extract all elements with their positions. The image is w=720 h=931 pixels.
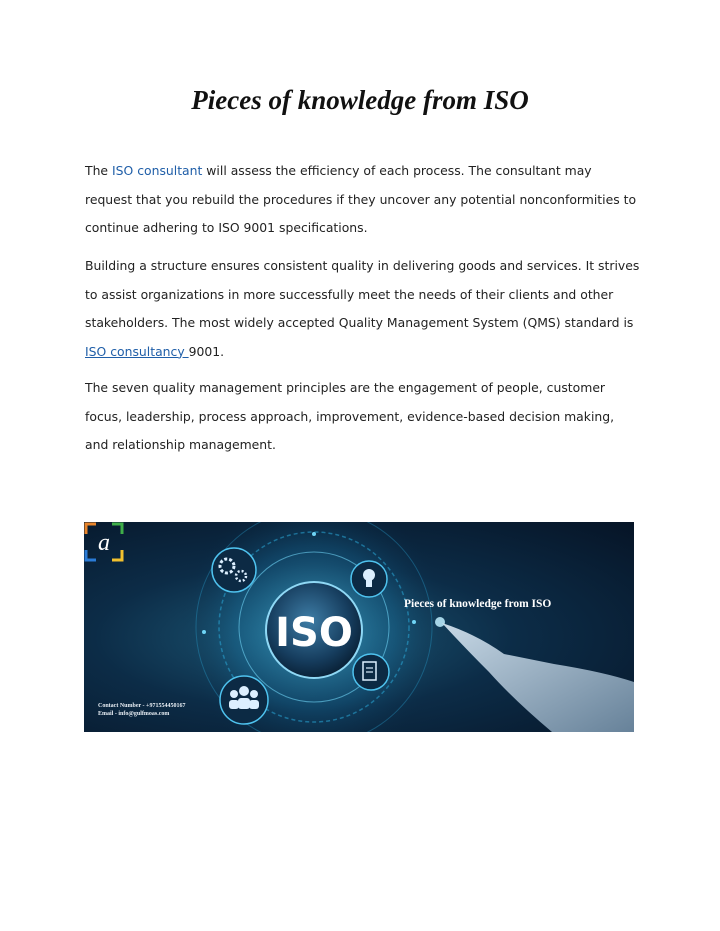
page-title: Pieces of knowledge from ISO [191, 85, 529, 115]
banner-image [84, 522, 634, 732]
iso-orb-label: ISO [275, 610, 353, 656]
paragraph-2 [85, 252, 640, 366]
paragraph-2-body: Building a structure ensures consistent quality in delivering goods and services. It strives to assist organizations in more successfully meet the needs of their clients and other stakeholders. The most widely accepted Quality Management System (QMS) standard is [85, 258, 640, 330]
paragraph-1-body: will assess the efficiency of each process. The consultant may request that you rebuild the procedures if they uncover any potential nonconformities to continue adhering to ISO 9001 specifications. [85, 163, 637, 235]
contact-info [98, 702, 185, 718]
paragraph-2-tail: 9001. [188, 343, 225, 359]
lightbulb-icon [351, 561, 387, 597]
company-logo [84, 522, 124, 562]
people-icon [220, 676, 268, 724]
iso-consultant-link[interactable]: ISO consultant [111, 163, 207, 178]
logo-letter: a [98, 530, 110, 556]
paragraph-3: The seven quality management principles are the engagement of people, customer focus, leadership, process approach, improvement, evidence-based decision making, and relationship management. [85, 380, 615, 452]
touch-glow [435, 617, 445, 627]
document-icon [353, 654, 389, 690]
paragraph-1-lead: The [85, 163, 112, 178]
contact-number: Contact Number - +971554450167 [98, 703, 186, 709]
contact-email: Email - info@gulfmoas.com [98, 711, 170, 717]
banner-graphic [84, 522, 634, 732]
iso-consultancy-link[interactable]: ISO consultancy [85, 343, 189, 359]
paragraph-1 [85, 157, 640, 243]
hand-illustration [442, 623, 634, 732]
banner-title: Pieces of knowledge from ISO [404, 598, 552, 610]
gears-icon [212, 548, 256, 592]
